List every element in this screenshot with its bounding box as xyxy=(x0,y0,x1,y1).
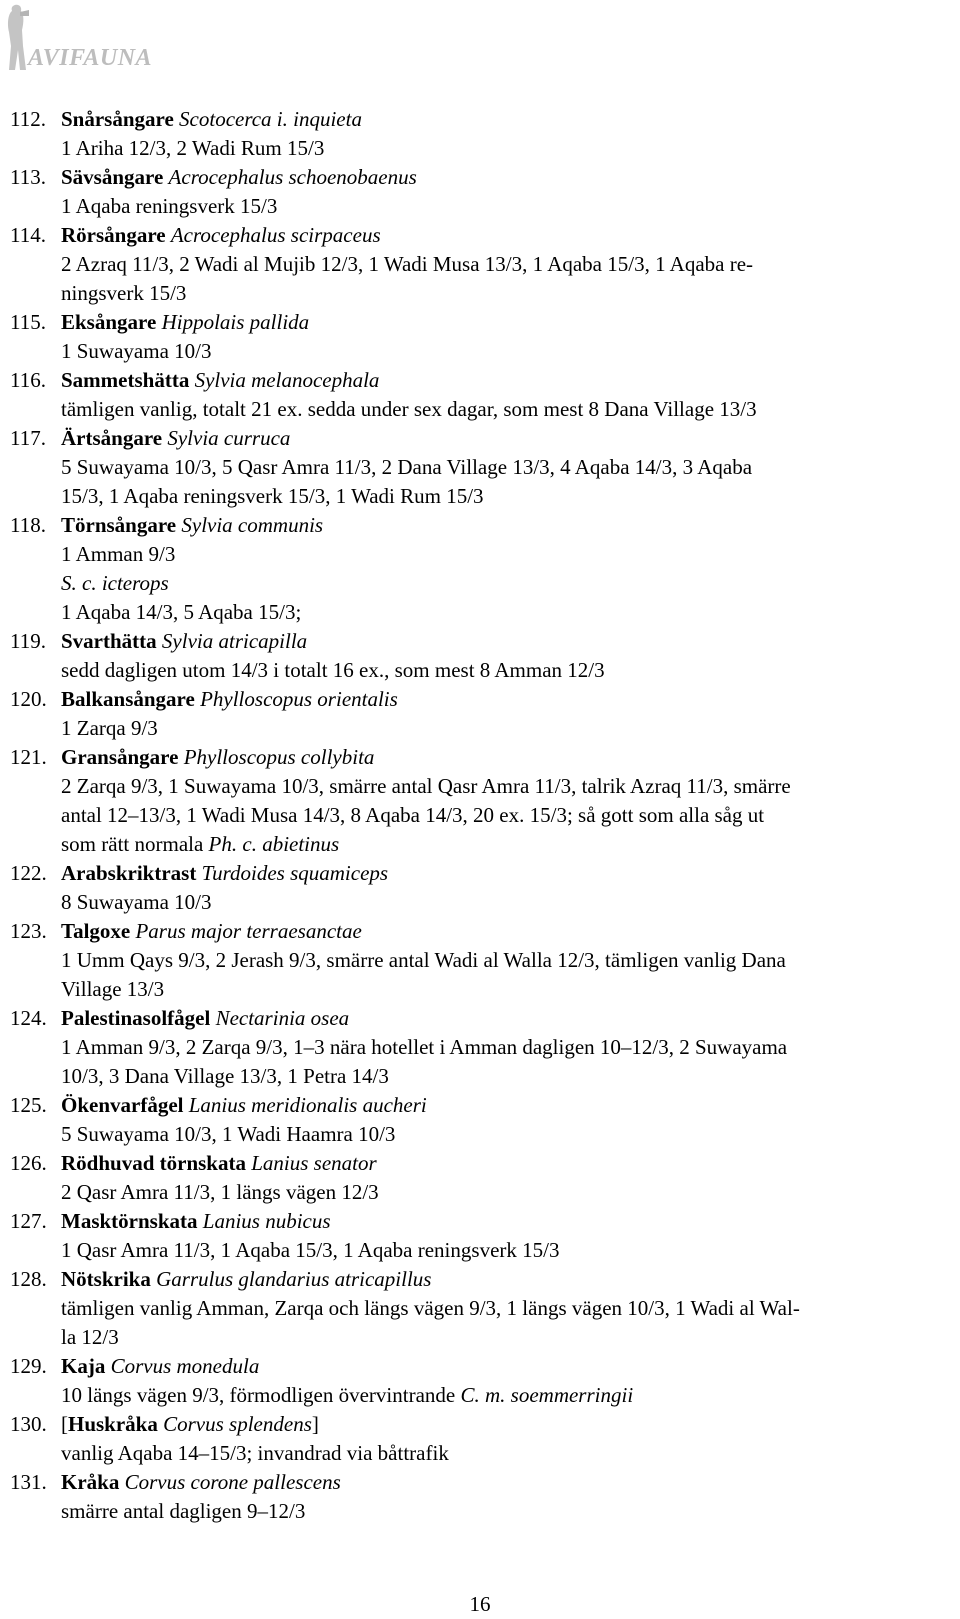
observation-text xyxy=(61,1439,449,1468)
observation-line xyxy=(0,134,960,163)
observation-segment: 10/3, 3 Dana Village 13/3, 1 Petra 14/3 xyxy=(61,1064,389,1088)
observation-segment: 1 Zarqa 9/3 xyxy=(61,716,158,740)
species-entry xyxy=(0,1207,960,1265)
species-number: 118. xyxy=(10,513,46,537)
observation-line xyxy=(0,1294,960,1323)
observation-text xyxy=(61,772,791,801)
scientific-name: Sylvia communis xyxy=(181,513,324,537)
species-entry xyxy=(0,1352,960,1410)
scientific-name: Corvus corone pallescens xyxy=(124,1470,341,1494)
observation-text xyxy=(61,1236,559,1265)
scientific-name: Acrocephalus schoenobaenus xyxy=(168,165,417,189)
scientific-name: Parus major terraesanctae xyxy=(135,919,362,943)
species-title xyxy=(61,917,362,946)
observation-text xyxy=(61,888,211,917)
observation-line xyxy=(0,772,960,801)
observation-segment: Village 13/3 xyxy=(61,977,165,1001)
species-title xyxy=(61,105,362,134)
species-title xyxy=(61,1149,377,1178)
species-title xyxy=(61,163,417,192)
species-header xyxy=(0,743,960,772)
species-title xyxy=(61,424,290,453)
species-title xyxy=(61,859,388,888)
page-number: 16 xyxy=(469,1592,491,1616)
species-header xyxy=(0,1468,960,1497)
observation-text xyxy=(61,801,764,830)
logo-text: AVIFAUNA xyxy=(28,45,153,71)
scientific-name: Acrocephalus scirpaceus xyxy=(170,223,381,247)
species-title xyxy=(61,1410,319,1439)
observation-line xyxy=(0,540,960,569)
scientific-name: Sylvia atricapilla xyxy=(161,629,308,653)
species-entry xyxy=(0,859,960,917)
species-header xyxy=(0,1352,960,1381)
observation-line xyxy=(0,1497,960,1526)
observation-segment: vanlig Aqaba 14–15/3; invandrad via båttrafik xyxy=(61,1441,449,1465)
species-entry xyxy=(0,1410,960,1468)
observation-segment: tämligen vanlig, totalt 21 ex. sedda under sex dagar, som mest 8 Dana Village 13/3 xyxy=(61,397,757,421)
observation-segment: 15/3, 1 Aqaba reningsverk 15/3, 1 Wadi Rum 15/3 xyxy=(61,484,484,508)
observation-line xyxy=(0,946,960,975)
scientific-name: Lanius senator xyxy=(251,1151,377,1175)
observation-text xyxy=(61,1062,389,1091)
species-entry xyxy=(0,743,960,859)
observation-segment: 1 Umm Qays 9/3, 2 Jerash 9/3, smärre antal Wadi al Walla 12/3, tämligen vanlig Dana xyxy=(61,948,786,972)
observation-text xyxy=(61,337,211,366)
species-number: 126. xyxy=(10,1151,47,1175)
observation-segment: 1 Amman 9/3 xyxy=(61,542,176,566)
species-header xyxy=(0,1410,960,1439)
species-title xyxy=(61,1207,331,1236)
observation-text xyxy=(61,830,339,859)
species-header xyxy=(0,105,960,134)
common-name: Gransångare xyxy=(61,745,179,769)
common-name: Balkansångare xyxy=(61,687,195,711)
common-name: Snårsångare xyxy=(61,107,174,131)
observation-line xyxy=(0,1381,960,1410)
observation-segment: 2 Azraq 11/3, 2 Wadi al Mujib 12/3, 1 Wadi Musa 13/3, 1 Aqaba 15/3, 1 Aqaba re- xyxy=(61,252,754,276)
species-number: 130. xyxy=(10,1412,47,1436)
observation-segment: 2 Qasr Amra 11/3, 1 längs vägen 12/3 xyxy=(61,1180,379,1204)
scientific-name: Corvus splendens xyxy=(163,1412,312,1436)
species-number: 131. xyxy=(10,1470,47,1494)
observation-segment: sedd dagligen utom 14/3 i totalt 16 ex., som mest 8 Amman 12/3 xyxy=(61,658,605,682)
bracket-close: ] xyxy=(311,1412,319,1436)
common-name: Sammetshätta xyxy=(61,368,190,392)
species-entry xyxy=(0,685,960,743)
observation-line xyxy=(0,656,960,685)
species-number: 125. xyxy=(10,1093,47,1117)
common-name: Masktörnskata xyxy=(61,1209,198,1233)
observation-line xyxy=(0,888,960,917)
observation-line xyxy=(0,250,960,279)
observation-text xyxy=(61,453,752,482)
species-entry xyxy=(0,424,960,511)
observation-segment: 1 Aqaba 14/3, 5 Aqaba 15/3; xyxy=(61,600,302,624)
observation-line xyxy=(0,1236,960,1265)
species-header xyxy=(0,1004,960,1033)
taxon-name: S. c. icterops xyxy=(61,571,169,595)
species-entry xyxy=(0,917,960,1004)
observation-segment: 5 Suwayama 10/3, 1 Wadi Haamra 10/3 xyxy=(61,1122,396,1146)
common-name: Ärtsångare xyxy=(61,426,163,450)
scientific-name: Turdoides squamiceps xyxy=(201,861,389,885)
observation-line xyxy=(0,975,960,1004)
observation-segment: 1 Qasr Amra 11/3, 1 Aqaba 15/3, 1 Aqaba reningsverk 15/3 xyxy=(61,1238,560,1262)
species-entry xyxy=(0,1091,960,1149)
observation-line xyxy=(0,1439,960,1468)
observation-line xyxy=(0,1033,960,1062)
species-entry xyxy=(0,221,960,308)
bracket-open: [ xyxy=(61,1412,68,1436)
scientific-name: Corvus monedula xyxy=(110,1354,260,1378)
avifauna-logo xyxy=(2,2,172,74)
observation-line xyxy=(0,830,960,859)
observation-segment: ningsverk 15/3 xyxy=(61,281,187,305)
species-title xyxy=(61,366,379,395)
observation-segment: 5 Suwayama 10/3, 5 Qasr Amra 11/3, 2 Dana Village 13/3, 4 Aqaba 14/3, 3 Aqaba xyxy=(61,455,753,479)
observation-text xyxy=(61,975,164,1004)
species-header xyxy=(0,424,960,453)
species-number: 123. xyxy=(10,919,47,943)
observation-segment: 1 Aqaba reningsverk 15/3 xyxy=(61,194,278,218)
species-number: 112. xyxy=(10,107,46,131)
observation-segment: 10 längs vägen 9/3, förmodligen övervintrande xyxy=(61,1383,461,1407)
scientific-name: Nectarinia osea xyxy=(215,1006,350,1030)
observation-segment: smärre antal dagligen 9–12/3 xyxy=(61,1499,306,1523)
common-name: Palestinasolfågel xyxy=(61,1006,211,1030)
species-entry xyxy=(0,511,960,627)
observation-text xyxy=(61,1033,787,1062)
species-entry xyxy=(0,308,960,366)
observation-text xyxy=(61,1497,305,1526)
species-title xyxy=(61,743,374,772)
observation-segment: tämligen vanlig Amman, Zarqa och längs vägen 9/3, 1 längs vägen 10/3, 1 Wadi al Wal- xyxy=(61,1296,800,1320)
species-header xyxy=(0,1149,960,1178)
common-name: Törnsångare xyxy=(61,513,177,537)
observation-line xyxy=(0,1323,960,1352)
observation-text xyxy=(61,1120,395,1149)
species-header xyxy=(0,917,960,946)
observation-line xyxy=(0,714,960,743)
species-entry xyxy=(0,1004,960,1091)
common-name: Eksångare xyxy=(61,310,157,334)
species-entry xyxy=(0,1149,960,1207)
species-entry xyxy=(0,627,960,685)
common-name: Talgoxe xyxy=(61,919,131,943)
common-name: Ökenvarfågel xyxy=(61,1093,184,1117)
species-number: 113. xyxy=(10,165,46,189)
species-header xyxy=(0,627,960,656)
common-name: Arabskriktrast xyxy=(61,861,197,885)
taxon-name: Ph. c. abietinus xyxy=(208,832,340,856)
observation-line xyxy=(0,395,960,424)
species-list xyxy=(0,105,960,1526)
species-entry xyxy=(0,366,960,424)
species-title xyxy=(61,1091,427,1120)
species-title xyxy=(61,685,398,714)
common-name: Svarthätta xyxy=(61,629,157,653)
scientific-name: Lanius meridionalis aucheri xyxy=(188,1093,427,1117)
observation-line xyxy=(0,801,960,830)
species-entry xyxy=(0,1468,960,1526)
species-number: 120. xyxy=(10,687,47,711)
common-name: Sävsångare xyxy=(61,165,164,189)
species-number: 115. xyxy=(10,310,46,334)
common-name: Rörsångare xyxy=(61,223,166,247)
observation-segment: 2 Zarqa 9/3, 1 Suwayama 10/3, smärre antal Qasr Amra 11/3, talrik Azraq 11/3, smärre xyxy=(61,774,791,798)
observation-segment: 1 Amman 9/3, 2 Zarqa 9/3, 1–3 nära hotellet i Amman dagligen 10–12/3, 2 Suwayama xyxy=(61,1035,788,1059)
observation-segment: 1 Suwayama 10/3 xyxy=(61,339,212,363)
species-number: 121. xyxy=(10,745,47,769)
species-title xyxy=(61,221,381,250)
species-number: 124. xyxy=(10,1006,47,1030)
observation-text xyxy=(61,1323,119,1352)
observation-line xyxy=(0,192,960,221)
species-header xyxy=(0,308,960,337)
species-number: 116. xyxy=(10,368,46,392)
observation-line xyxy=(0,279,960,308)
species-title xyxy=(61,627,307,656)
observation-segment: 1 Ariha 12/3, 2 Wadi Rum 15/3 xyxy=(61,136,325,160)
observation-text xyxy=(61,1381,633,1410)
common-name: Kaja xyxy=(61,1354,106,1378)
common-name: Kråka xyxy=(61,1470,120,1494)
observation-line xyxy=(0,337,960,366)
species-entry xyxy=(0,163,960,221)
species-number: 127. xyxy=(10,1209,47,1233)
observation-text xyxy=(61,192,277,221)
species-header xyxy=(0,1207,960,1236)
observation-text xyxy=(61,598,301,627)
species-header xyxy=(0,859,960,888)
observation-text xyxy=(61,1294,800,1323)
observation-text xyxy=(61,656,605,685)
scientific-name: Lanius nubicus xyxy=(202,1209,331,1233)
observation-segment: 8 Suwayama 10/3 xyxy=(61,890,212,914)
species-header xyxy=(0,221,960,250)
common-name: Huskråka xyxy=(68,1412,158,1436)
species-header xyxy=(0,511,960,540)
observation-line xyxy=(0,1062,960,1091)
observation-text xyxy=(61,569,169,598)
scientific-name: Phylloscopus collybita xyxy=(183,745,375,769)
scientific-name: Sylvia melanocephala xyxy=(194,368,380,392)
species-title xyxy=(61,1468,341,1497)
observation-line xyxy=(0,1120,960,1149)
species-header xyxy=(0,163,960,192)
observation-text xyxy=(61,395,757,424)
species-title xyxy=(61,1004,349,1033)
observation-text xyxy=(61,946,786,975)
species-number: 119. xyxy=(10,629,46,653)
species-entry xyxy=(0,105,960,163)
observation-text xyxy=(61,714,158,743)
observation-line xyxy=(0,598,960,627)
species-title xyxy=(61,1265,431,1294)
species-title xyxy=(61,308,309,337)
species-number: 129. xyxy=(10,1354,47,1378)
observation-text xyxy=(61,134,324,163)
species-header xyxy=(0,366,960,395)
species-number: 128. xyxy=(10,1267,47,1291)
species-header xyxy=(0,1265,960,1294)
observation-text xyxy=(61,1178,379,1207)
scientific-name: Sylvia curruca xyxy=(167,426,291,450)
observation-line xyxy=(0,453,960,482)
observation-text xyxy=(61,250,753,279)
observation-text xyxy=(61,540,175,569)
observation-text xyxy=(61,482,484,511)
observation-line xyxy=(0,1178,960,1207)
scientific-name: Phylloscopus orientalis xyxy=(200,687,398,711)
scientific-name: Hippolais pallida xyxy=(161,310,310,334)
species-number: 114. xyxy=(10,223,46,247)
scientific-name: Scotocerca i. inquieta xyxy=(179,107,362,131)
common-name: Rödhuvad törnskata xyxy=(61,1151,246,1175)
species-entry xyxy=(0,1265,960,1352)
species-number: 117. xyxy=(10,426,46,450)
species-number: 122. xyxy=(10,861,47,885)
scientific-name: Garrulus glandarius atricapillus xyxy=(156,1267,432,1291)
common-name: Nötskrika xyxy=(61,1267,151,1291)
observation-segment: som rätt normala xyxy=(61,832,209,856)
observation-segment: antal 12–13/3, 1 Wadi Musa 14/3, 8 Aqaba 14/3, 20 ex. 15/3; så gott som alla såg ut xyxy=(61,803,765,827)
observation-segment: la 12/3 xyxy=(61,1325,119,1349)
species-header xyxy=(0,685,960,714)
observation-text xyxy=(61,279,186,308)
taxon-name: C. m. soemmerringii xyxy=(460,1383,634,1407)
observation-line xyxy=(0,569,960,598)
observation-line xyxy=(0,482,960,511)
species-title xyxy=(61,1352,259,1381)
species-header xyxy=(0,1091,960,1120)
species-title xyxy=(61,511,323,540)
